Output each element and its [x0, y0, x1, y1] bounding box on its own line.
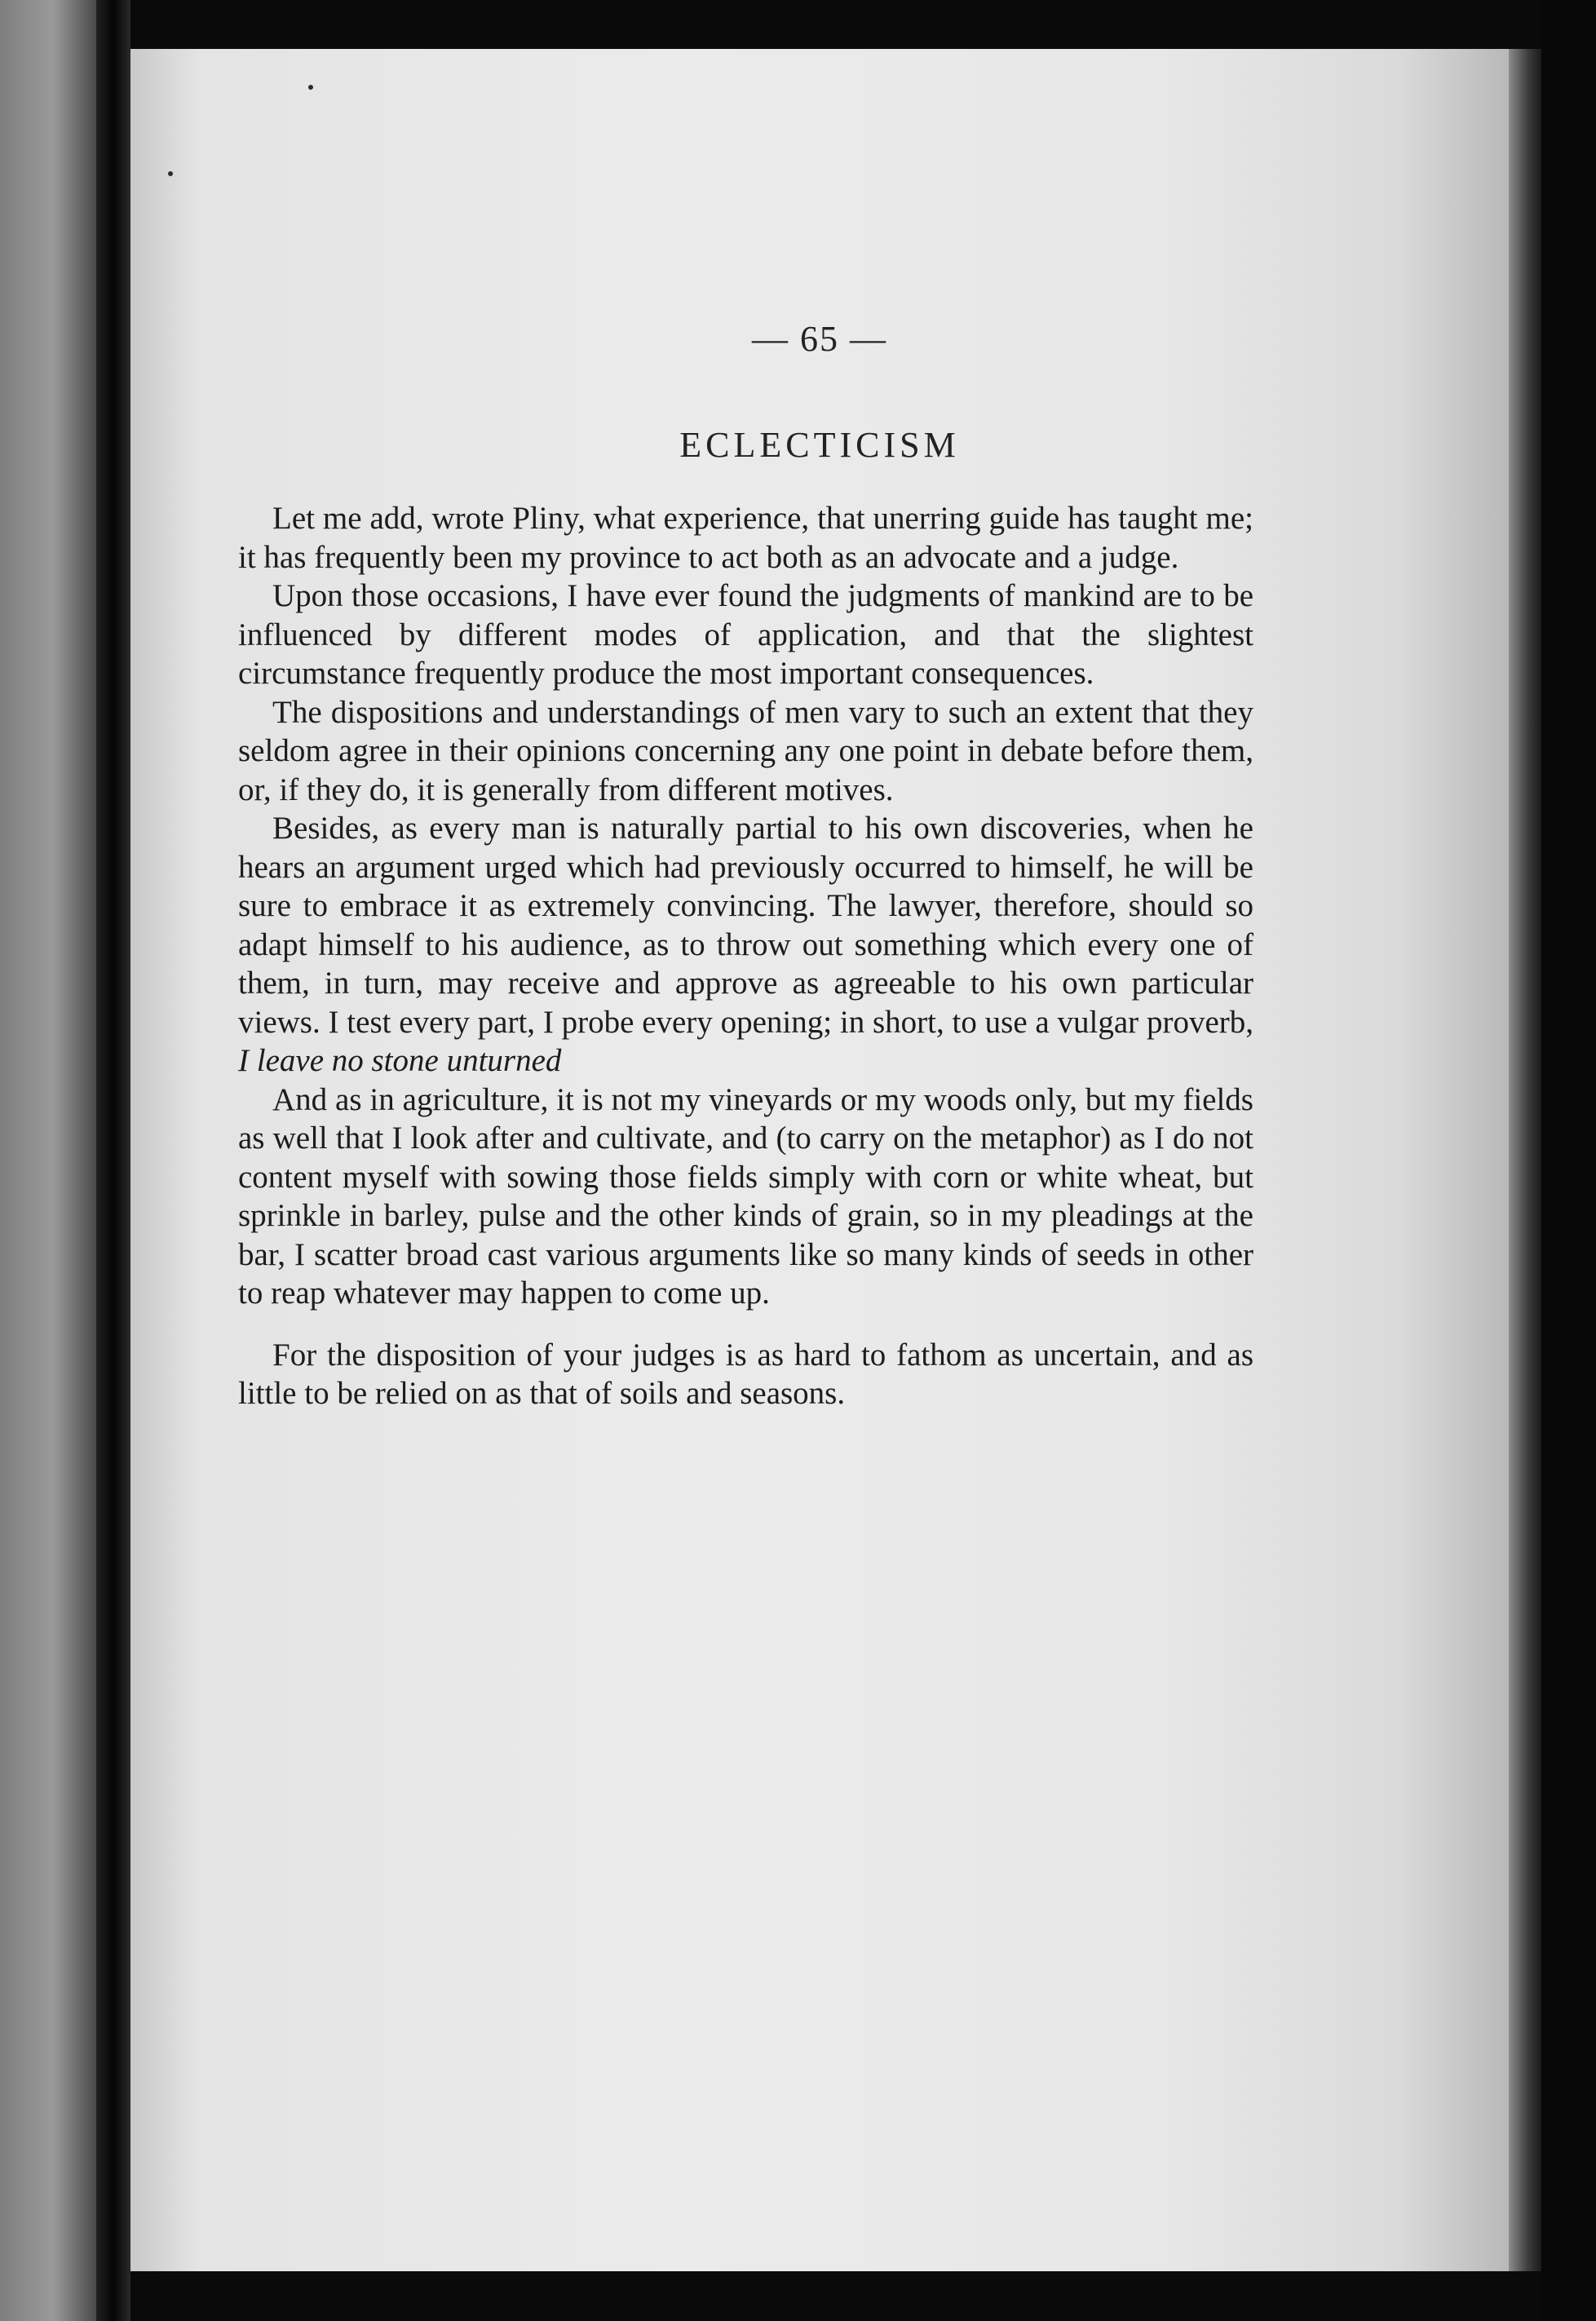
paragraph [238, 693, 1253, 810]
paragraph [238, 499, 1253, 577]
paragraph-text: The dispositions and understandings of men vary to such an extent that they seldom agree in their opinions concerning any one point in debate before them, or, if they do, it is generally from different motives. [238, 694, 1253, 807]
paragraph [238, 1081, 1253, 1313]
body-text [238, 499, 1253, 1413]
paragraph [238, 577, 1253, 693]
paragraph-text: Upon those occasions, I have ever found the judgments of mankind are to be influenced by different modes of application, and that the slightest circumstance frequently produce the most important consequences. [238, 578, 1253, 691]
paragraph-text: For the disposition of your judges is as hard to fathom as uncertain, and as little to be relied on as that of soils and seasons. [238, 1337, 1253, 1411]
facing-page-edge [0, 0, 96, 2321]
dust-speck [168, 171, 173, 176]
book-page [130, 49, 1509, 2271]
paragraph-text: Let me add, wrote Pliny, what experience, that unerring guide has taught me; it has frequently been my province to act both as an advocate and a judge. [238, 501, 1253, 575]
page-number: — 65 — [752, 319, 887, 359]
chapter-title: ECLECTICISM [679, 425, 960, 465]
paragraph-text: And as in agriculture, it is not my vineyards or my woods only, but my fields as well that I look after and cultivate, and (to carry on the metaphor) as I do not content myself with sowing those fields simply with corn or white wheat, but sprinkle in barley, pulse and the other kinds of grain, so in my pleadings at the bar, I scatter broad cast various arguments like so many kinds of seeds in other to reap whatever may happen to come up. [238, 1081, 1253, 1311]
book-gutter [96, 0, 130, 2321]
dust-speck [308, 85, 313, 90]
paragraph [238, 809, 1253, 1081]
italic-proverb: I leave no stone unturned [238, 1043, 562, 1078]
paragraph-text: Besides, as every man is naturally partial to his own discoveries, when he hears an argument urged which had previously occurred to himself, he will be sure to embrace it as extremely convincing. The lawyer, therefore, should so adapt himself to his audience, as to throw out something which every one of them, in turn, may receive and approve as agreeable to his own particular views. I test every part, I probe every opening; in short, to use a vulgar proverb, [238, 811, 1253, 1040]
paragraph [238, 1336, 1253, 1413]
page-shadow-edge [1509, 49, 1541, 2271]
scan-background [1541, 0, 1596, 2321]
